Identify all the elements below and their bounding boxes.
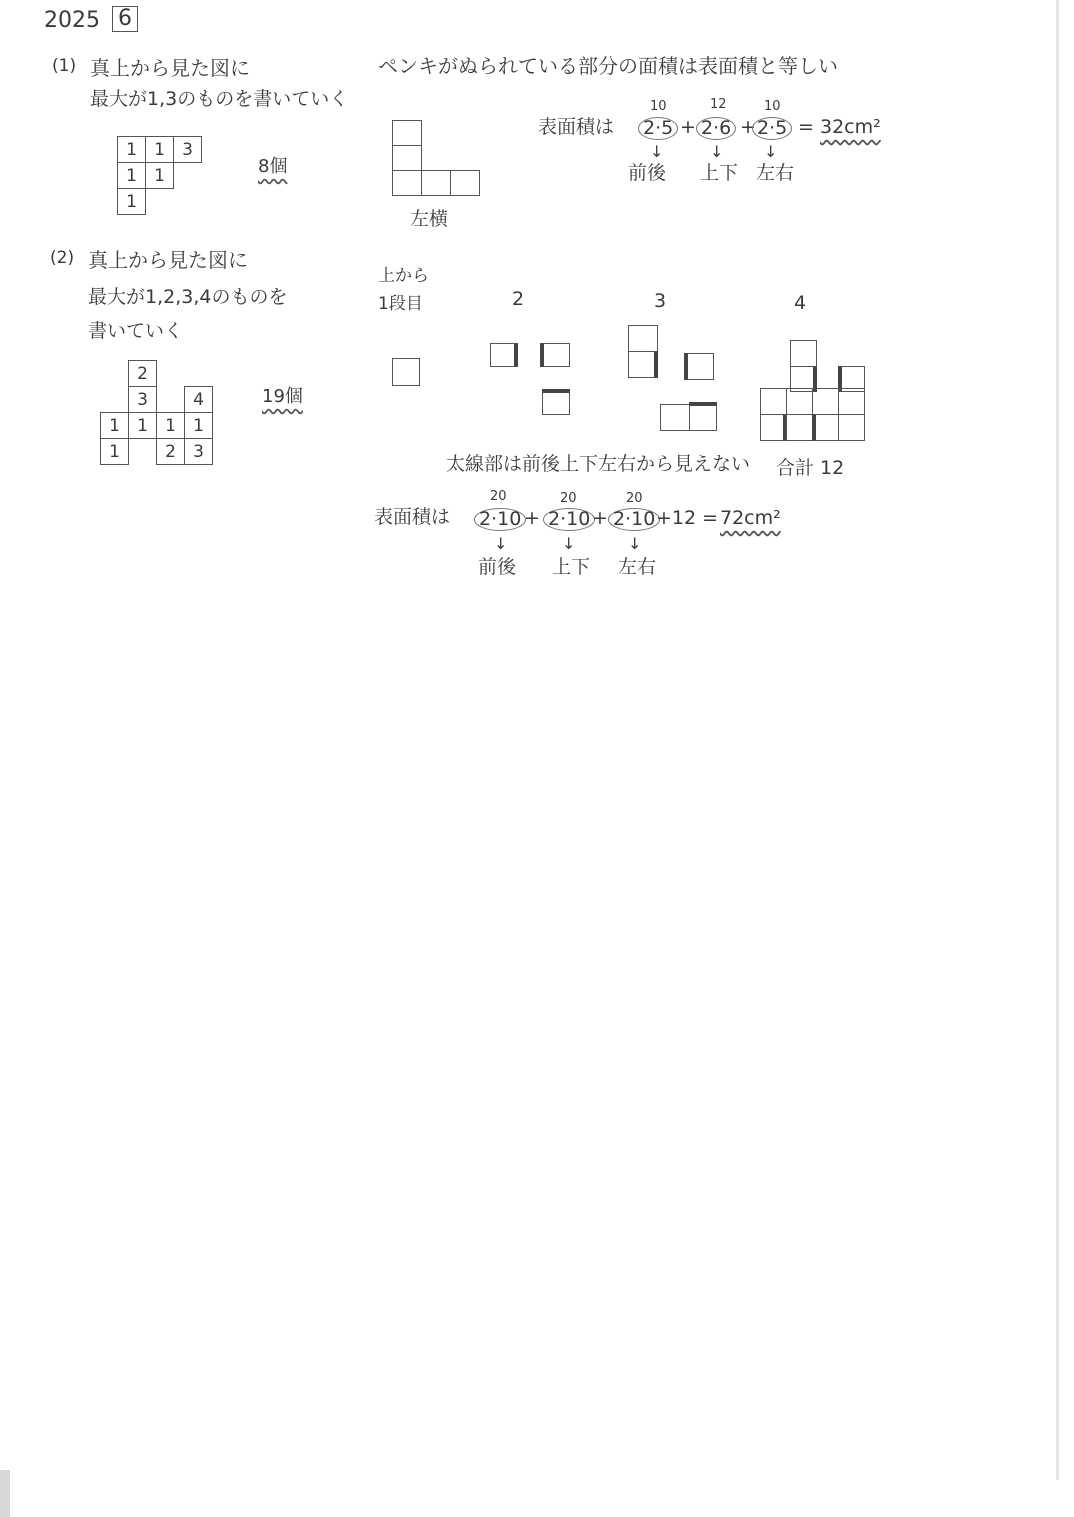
grid-cell: 1 bbox=[101, 439, 129, 465]
formula1-result: 32cm² bbox=[820, 116, 881, 138]
grid-cell: 2 bbox=[129, 361, 157, 387]
formula2-plus: + bbox=[524, 507, 540, 529]
grid-cell: 1 bbox=[129, 413, 157, 439]
grid-cell bbox=[129, 439, 157, 465]
formula2-term3: 2·10 bbox=[608, 508, 660, 531]
grid-cell: 1 bbox=[118, 137, 146, 163]
grid-cell bbox=[157, 361, 185, 387]
part1-answer: 8個 bbox=[258, 156, 288, 177]
formula2-term3-top: 20 bbox=[626, 491, 643, 506]
problem-number-box: 6 bbox=[112, 6, 138, 32]
formula2-dir2: 上下 bbox=[552, 556, 591, 578]
part1-label: (1) bbox=[52, 56, 77, 76]
layer4-label: 4 bbox=[794, 292, 807, 314]
formula1-prefix: 表面積は bbox=[538, 116, 615, 138]
grid-cell: 4 bbox=[185, 387, 213, 413]
formula1-plus: + bbox=[740, 116, 756, 138]
grid-cell bbox=[185, 361, 213, 387]
grid-cell: 2 bbox=[157, 439, 185, 465]
formula2-term2-top: 20 bbox=[560, 491, 577, 506]
formula2-extra: +12 = bbox=[656, 507, 719, 529]
scan-edge bbox=[1056, 0, 1059, 1480]
grid-cell bbox=[101, 387, 129, 413]
grid-cell: 1 bbox=[118, 189, 146, 215]
part2-line3: 書いていく bbox=[88, 320, 184, 342]
year-label: 2025 bbox=[44, 8, 100, 33]
part1-top-view-grid bbox=[117, 136, 202, 215]
part2-answer: 19個 bbox=[262, 386, 303, 407]
grid-cell: 1 bbox=[185, 413, 213, 439]
formula2-term1-top: 20 bbox=[490, 489, 507, 504]
paint-heading: ペンキがぬられている部分の面積は表面積と等しい bbox=[378, 54, 838, 78]
arrow-icon: ↓ bbox=[710, 142, 724, 161]
arrow-icon: ↓ bbox=[650, 142, 664, 161]
formula1-term2-top: 12 bbox=[710, 97, 727, 112]
part1-line1: 真上から見た図に bbox=[90, 56, 250, 80]
scan-mark bbox=[0, 1470, 10, 1517]
layer1-label-line1: 上から bbox=[378, 266, 429, 286]
formula2-term1: 2·10 bbox=[474, 508, 526, 531]
formula1-term3-top: 10 bbox=[764, 99, 781, 114]
grid-cell bbox=[157, 387, 185, 413]
formula1-plus: + bbox=[680, 116, 696, 138]
hidden-faces-total: 合計 12 bbox=[776, 457, 845, 479]
formula2-result: 72cm² bbox=[720, 507, 781, 529]
formula1-term1: 2·5 bbox=[638, 117, 678, 140]
layer3-label: 3 bbox=[654, 290, 667, 312]
part2-line1: 真上から見た図に bbox=[88, 248, 248, 272]
grid-cell bbox=[174, 189, 202, 215]
formula1-dir2: 上下 bbox=[700, 162, 739, 184]
grid-cell: 1 bbox=[146, 163, 174, 189]
layer1-label-line2: 1段目 bbox=[378, 294, 423, 314]
grid-cell: 1 bbox=[101, 413, 129, 439]
grid-cell: 1 bbox=[146, 137, 174, 163]
formula1-dir3: 左右 bbox=[756, 162, 795, 184]
formula1-term1-top: 10 bbox=[650, 99, 667, 114]
grid-cell bbox=[174, 163, 202, 189]
formula1-dir1: 前後 bbox=[628, 162, 667, 184]
formula2-prefix: 表面積は bbox=[374, 506, 451, 528]
hidden-faces-note: 太線部は前後上下左右から見えない bbox=[446, 453, 751, 475]
part2-line2: 最大が1,2,3,4のものを bbox=[88, 286, 288, 308]
grid-cell bbox=[146, 189, 174, 215]
left-side-view-label: 左横 bbox=[410, 208, 449, 230]
arrow-icon: ↓ bbox=[628, 534, 642, 553]
part2-top-view-grid bbox=[100, 360, 213, 465]
grid-cell: 3 bbox=[185, 439, 213, 465]
grid-cell: 3 bbox=[174, 137, 202, 163]
part2-label: (2) bbox=[50, 248, 75, 268]
formula2-term2: 2·10 bbox=[543, 508, 595, 531]
grid-cell: 1 bbox=[157, 413, 185, 439]
formula2-plus: + bbox=[592, 507, 608, 529]
grid-cell bbox=[101, 361, 129, 387]
grid-cell: 1 bbox=[118, 163, 146, 189]
part1-line2: 最大が1,3のものを書いていく bbox=[90, 88, 349, 110]
grid-cell: 3 bbox=[129, 387, 157, 413]
formula2-dir1: 前後 bbox=[478, 556, 517, 578]
arrow-icon: ↓ bbox=[562, 534, 576, 553]
formula1-term3: 2·5 bbox=[752, 117, 792, 140]
formula2-dir3: 左右 bbox=[618, 556, 657, 578]
arrow-icon: ↓ bbox=[764, 142, 778, 161]
formula1-equals: = bbox=[798, 116, 814, 138]
layer2-label: 2 bbox=[512, 288, 525, 310]
formula1-term2: 2·6 bbox=[696, 117, 736, 140]
arrow-icon: ↓ bbox=[494, 534, 508, 553]
